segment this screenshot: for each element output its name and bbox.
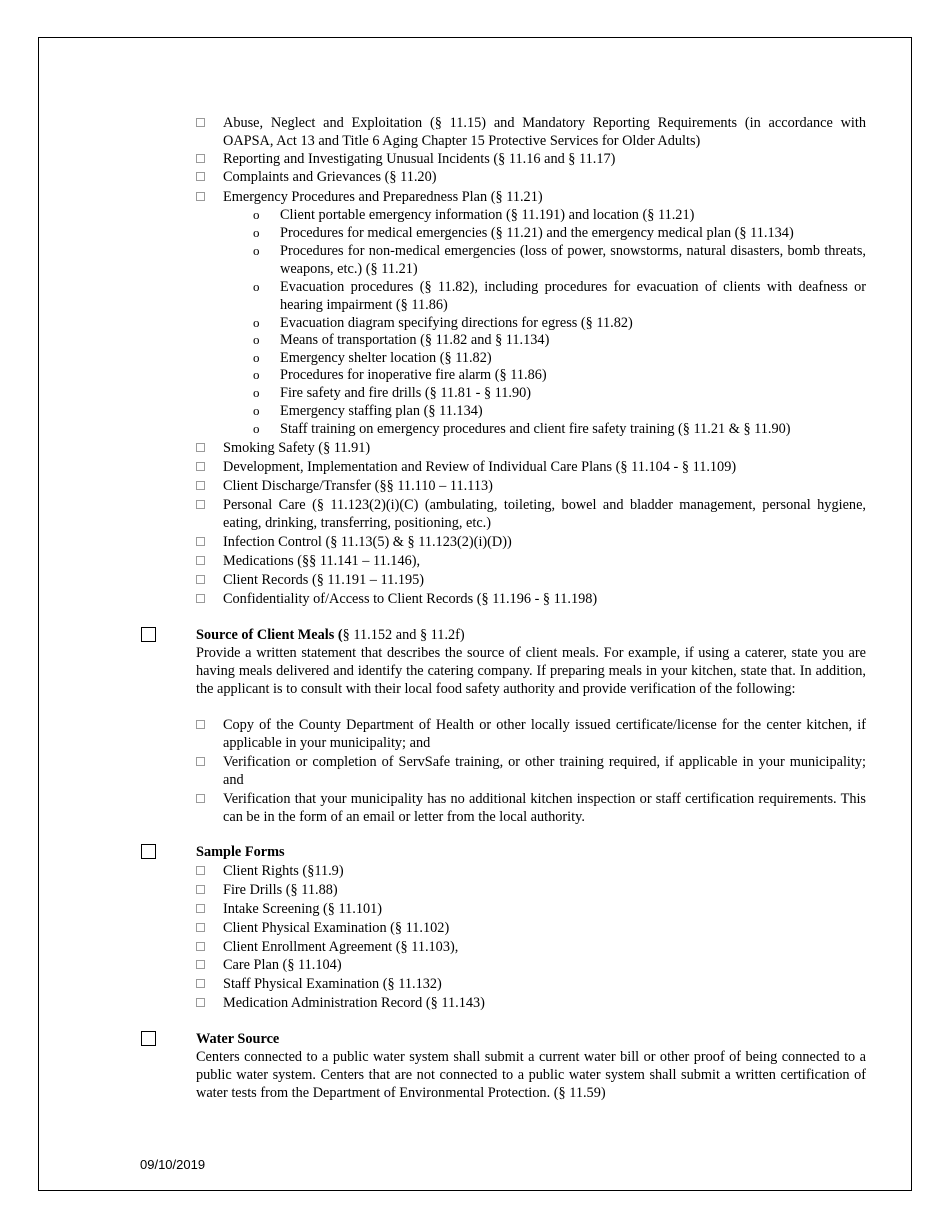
checkbox-item[interactable] bbox=[196, 794, 205, 803]
checkbox-item[interactable] bbox=[196, 942, 205, 951]
sub-list-item: Procedures for inoperative fire alarm (§ 11.86) bbox=[280, 367, 547, 383]
checkbox-item[interactable] bbox=[196, 192, 205, 201]
list-item: Client Discharge/Transfer (§§ 11.110 – 11.113) bbox=[223, 478, 493, 494]
sub-bullet-icon: o bbox=[253, 421, 260, 436]
list-item: Verification or completion of ServSafe training, or other training required, if applicable in your municipality; and bbox=[223, 754, 866, 788]
list-item: Infection Control (§ 11.13(5) & § 11.123(2)(i)(D)) bbox=[223, 534, 512, 550]
forms-checkbox[interactable] bbox=[141, 844, 156, 859]
sub-list-item: Evacuation diagram specifying directions for egress (§ 11.82) bbox=[280, 315, 633, 331]
checkbox-item[interactable] bbox=[196, 885, 205, 894]
checkbox-item[interactable] bbox=[196, 960, 205, 969]
checkbox-item[interactable] bbox=[196, 720, 205, 729]
checkbox-item[interactable] bbox=[196, 154, 205, 163]
list-item: Development, Implementation and Review of Individual Care Plans (§ 11.104 - § 11.109) bbox=[223, 459, 737, 475]
list-item: Emergency Procedures and Preparedness Plan (§ 11.21) bbox=[223, 189, 543, 205]
list-item: Client Physical Examination (§ 11.102) bbox=[223, 920, 450, 936]
checkbox-item[interactable] bbox=[196, 556, 205, 565]
list-item: Medication Administration Record (§ 11.143) bbox=[223, 995, 485, 1011]
sub-list-item: Procedures for non-medical emergencies (loss of power, snowstorms, natural disasters, bomb threats, weapons, etc.) (§ 11.21) bbox=[280, 243, 866, 277]
checkbox-item[interactable] bbox=[196, 866, 205, 875]
forms-title: Sample Forms bbox=[196, 844, 285, 860]
list-item: Copy of the County Department of Health or other locally issued certificate/license for the center kitchen, if applicable in your municipality; and bbox=[223, 717, 866, 751]
list-item: Staff Physical Examination (§ 11.132) bbox=[223, 976, 442, 992]
water-checkbox[interactable] bbox=[141, 1031, 156, 1046]
list-item: Medications (§§ 11.141 – 11.146), bbox=[223, 553, 421, 569]
sub-list-item: Staff training on emergency procedures and client fire safety training (§ 11.21 & § 11.90) bbox=[280, 421, 791, 437]
list-item: Verification that your municipality has no additional kitchen inspection or staff certification requirements. This can be in the form of an email or letter from the local authority. bbox=[223, 791, 866, 825]
sub-bullet-icon: o bbox=[253, 367, 260, 382]
list-item: Client Records (§ 11.191 – 11.195) bbox=[223, 572, 425, 588]
sub-bullet-icon: o bbox=[253, 225, 260, 240]
checkbox-item[interactable] bbox=[196, 594, 205, 603]
checkbox-item[interactable] bbox=[196, 500, 205, 509]
sub-list-item: Means of transportation (§ 11.82 and § 11.134) bbox=[280, 332, 550, 348]
forms-heading bbox=[196, 843, 866, 861]
checkbox-item[interactable] bbox=[196, 537, 205, 546]
list-item: Fire Drills (§ 11.88) bbox=[223, 882, 338, 898]
list-item: Abuse, Neglect and Exploitation (§ 11.15) and Mandatory Reporting Requirements (in accordance with OAPSA, Act 13 and Title 6 Aging Chapter 15 Protective Services for Older Adults) bbox=[223, 115, 866, 149]
list-item: Client Rights (§11.9) bbox=[223, 863, 344, 879]
list-item: Confidentiality of/Access to Client Records (§ 11.196 - § 11.198) bbox=[223, 591, 598, 607]
checkbox-item[interactable] bbox=[196, 118, 205, 127]
sub-bullet-icon: o bbox=[253, 207, 260, 222]
checkbox-item[interactable] bbox=[196, 462, 205, 471]
meals-body: Provide a written statement that describes the source of client meals. For example, if using a caterer, state you are having meals delivered and identify the catering company. If preparing meals in your kitchen, state that. In addition, the applicant is to consult with their local food safety authority and provide verification of the following: bbox=[196, 645, 866, 697]
sub-list-item: Client portable emergency information (§ 11.191) and location (§ 11.21) bbox=[280, 207, 695, 223]
list-item: Smoking Safety (§ 11.91) bbox=[223, 440, 371, 456]
sub-bullet-icon: o bbox=[253, 385, 260, 400]
list-item: Care Plan (§ 11.104) bbox=[223, 957, 342, 973]
sub-list-item: Evacuation procedures (§ 11.82), including procedures for evacuation of clients with deafness or hearing impairment (§ 11.86) bbox=[280, 279, 866, 313]
sub-list-item: Procedures for medical emergencies (§ 11.21) and the emergency medical plan (§ 11.134) bbox=[280, 225, 794, 241]
water-title: Water Source bbox=[196, 1031, 280, 1047]
sub-bullet-icon: o bbox=[253, 350, 260, 365]
sub-list-item: Emergency staffing plan (§ 11.134) bbox=[280, 403, 483, 419]
water-body: Centers connected to a public water system shall submit a current water bill or other proof of being connected to a public water system. Centers that are not connected to a public water system shall submit a written certification of water tests from the Department of Environmental Protection. (§ 11.59) bbox=[196, 1049, 866, 1101]
checkbox-item[interactable] bbox=[196, 172, 205, 181]
checkbox-item[interactable] bbox=[196, 757, 205, 766]
checkbox-item[interactable] bbox=[196, 923, 205, 932]
meals-checkbox[interactable] bbox=[141, 627, 156, 642]
sub-bullet-icon: o bbox=[253, 403, 260, 418]
list-item: Personal Care (§ 11.123(2)(i)(C) (ambulating, toileting, bowel and bladder management, personal hygiene, eating, drinking, transferring, positioning, etc.) bbox=[223, 497, 866, 531]
checkbox-item[interactable] bbox=[196, 481, 205, 490]
sub-bullet-icon: o bbox=[253, 243, 260, 258]
water-heading bbox=[196, 1030, 866, 1048]
sub-bullet-icon: o bbox=[253, 279, 260, 294]
list-item: Reporting and Investigating Unusual Incidents (§ 11.16 and § 11.17) bbox=[223, 151, 616, 167]
checkbox-item[interactable] bbox=[196, 575, 205, 584]
meals-heading bbox=[196, 626, 866, 644]
list-item: Intake Screening (§ 11.101) bbox=[223, 901, 383, 917]
list-item: Complaints and Grievances (§ 11.20) bbox=[223, 169, 437, 185]
sub-list-item: Fire safety and fire drills (§ 11.81 - § 11.90) bbox=[280, 385, 532, 401]
checkbox-item[interactable] bbox=[196, 904, 205, 913]
checkbox-item[interactable] bbox=[196, 443, 205, 452]
list-item: Client Enrollment Agreement (§ 11.103), bbox=[223, 939, 459, 955]
sub-bullet-icon: o bbox=[253, 315, 260, 330]
meals-title-ref: § 11.152 and § 11.2f) bbox=[342, 627, 465, 643]
footer-date: 09/10/2019 bbox=[140, 1157, 206, 1172]
checkbox-item[interactable] bbox=[196, 998, 205, 1007]
meals-title: Source of Client Meals ( bbox=[196, 627, 343, 643]
sub-list-item: Emergency shelter location (§ 11.82) bbox=[280, 350, 492, 366]
checkbox-item[interactable] bbox=[196, 979, 205, 988]
sub-bullet-icon: o bbox=[253, 332, 260, 347]
